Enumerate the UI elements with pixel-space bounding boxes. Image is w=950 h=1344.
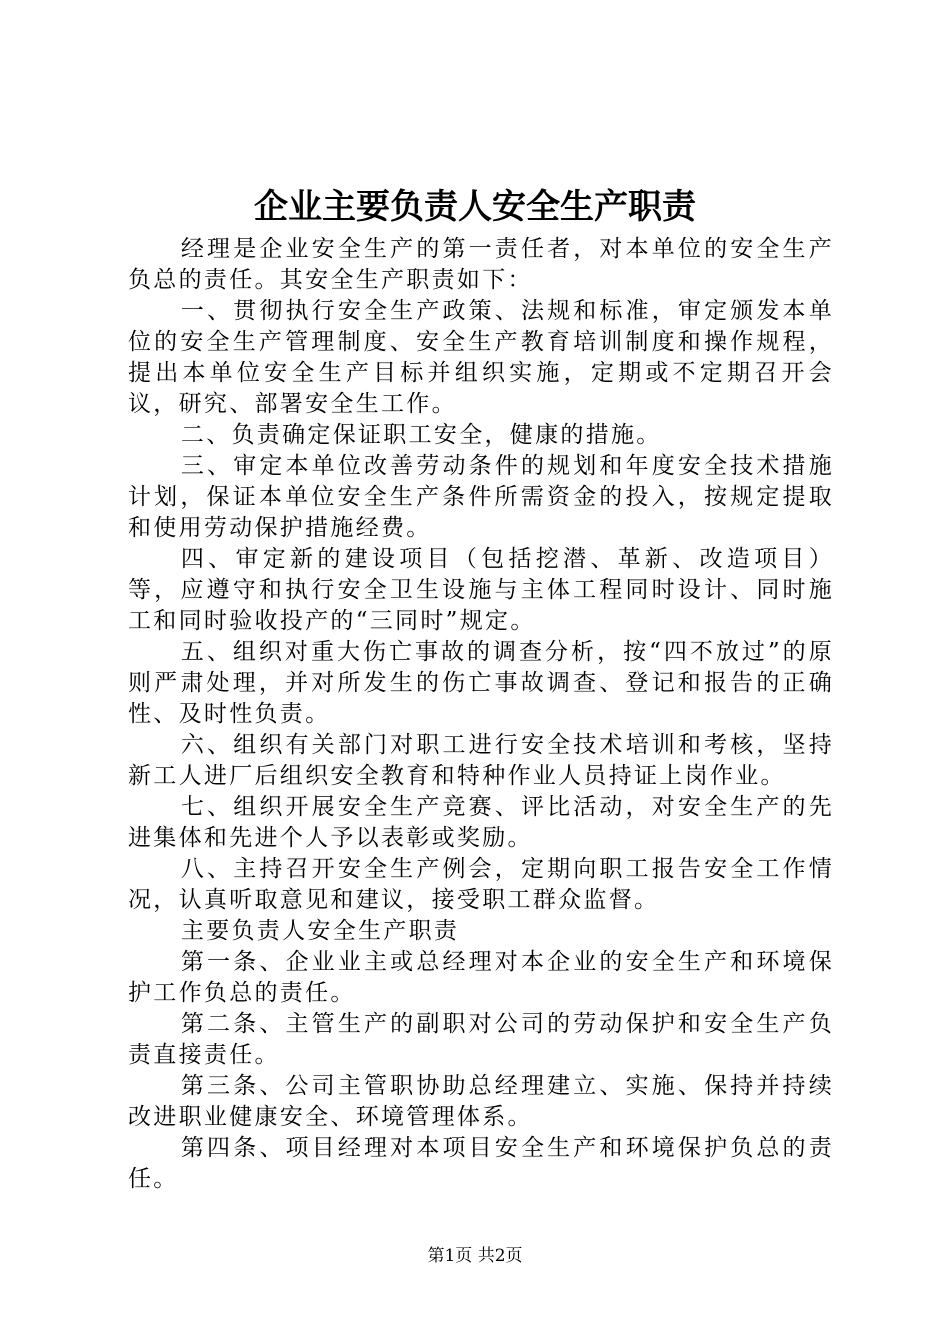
paragraph-item-7: 七、组织开展安全生产竞赛、评比活动，对安全生产的先进集体和先进个人予以表彰或奖励。 [128, 794, 834, 851]
paragraph-item-8: 八、主持召开安全生产例会，定期向职工报告安全工作情况，认真听取意见和建议，接受职工群众监督。 [128, 856, 834, 913]
article-4: 第四条、项目经理对本项目安全生产和环境保护负总的责任。 [128, 1135, 834, 1192]
paragraph-item-4: 四、审定新的建设项目（包括挖潜、革新、改造项目）等，应遵守和执行安全卫生设施与主体工程同时设计、同时施工和同时验收投产的“三同时”规定。 [128, 546, 834, 634]
document-title: 企业主要负责人安全生产职责 [254, 187, 696, 227]
paragraph-item-3: 三、审定本单位改善劳动条件的规划和年度安全技术措施计划，保证本单位安全生产条件所需资金的投入，按规定提取和使用劳动保护措施经费。 [128, 453, 834, 541]
paragraph-item-1: 一、贯彻执行安全生产政策、法规和标准，审定颁发本单位的安全生产管理制度、安全生产教育培训制度和操作规程，提出本单位安全生产目标并组织实施，定期或不定期召开会议，研究、部署安全生工作。 [128, 298, 834, 417]
paragraph-item-2: 二、负责确定保证职工安全，健康的措施。 [180, 422, 662, 448]
paragraph-intro: 经理是企业安全生产的第一责任者，对本单位的安全生产负总的责任。其安全生产职责如下： [128, 236, 834, 293]
section-heading: 主要负责人安全生产职责 [180, 918, 460, 944]
paragraph-item-5: 五、组织对重大伤亡事故的调查分析，按“四不放过”的原则严肃处理，并对所发生的伤亡事故调查、登记和报告的正确性、及时性负责。 [128, 639, 834, 727]
article-3: 第三条、公司主管职协助总经理建立、实施、保持并持续改进职业健康安全、环境管理体系。 [128, 1073, 834, 1130]
article-1: 第一条、企业业主或总经理对本企业的安全生产和环境保护工作负总的责任。 [128, 949, 834, 1006]
article-2: 第二条、主管生产的副职对公司的劳动保护和安全生产负责直接责任。 [128, 1011, 834, 1068]
document-body [128, 234, 834, 1195]
paragraph-item-6: 六、组织有关部门对职工进行安全技术培训和考核，坚持新工人进厂后组织安全教育和特种作业人员持证上岗作业。 [128, 732, 834, 789]
page-footer: 第1页 共2页 [427, 1246, 523, 1266]
